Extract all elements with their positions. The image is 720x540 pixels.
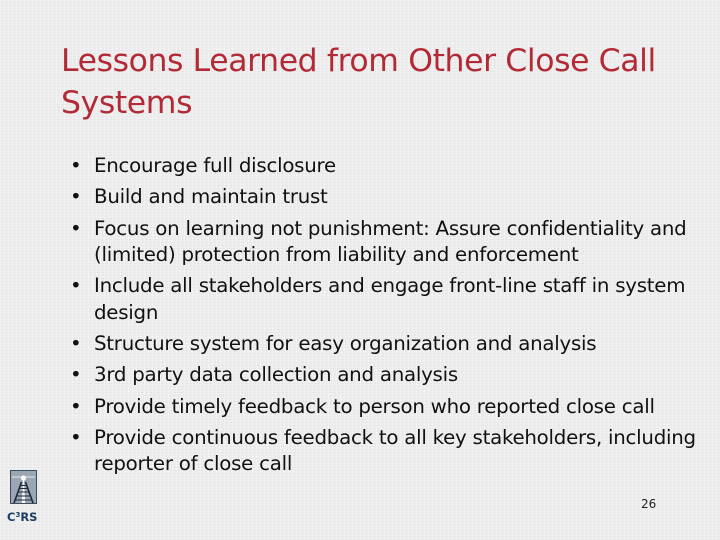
bullet-marker: • xyxy=(70,274,82,298)
bullet-item xyxy=(70,425,710,478)
bullet-text: Provide timely feedback to person who reported close call xyxy=(94,394,655,418)
bullet-item xyxy=(70,362,710,388)
bullet-marker: • xyxy=(70,332,82,355)
bullet-item xyxy=(70,273,710,326)
bullet-text: Provide continuous feedback to all key stakeholders, including reporter of close call xyxy=(94,425,696,476)
bullet-marker: • xyxy=(70,216,82,240)
page-number: 26 xyxy=(641,497,657,511)
logo-text: $C^3RS$ xyxy=(7,510,38,524)
bullet-text: 3rd party data collection and analysis xyxy=(94,363,458,387)
bullet-marker: • xyxy=(70,394,82,418)
bullet-item xyxy=(70,216,710,269)
bullet-item xyxy=(70,394,710,420)
bullet-text: Encourage full disclosure xyxy=(94,154,336,177)
railroad-track-icon xyxy=(10,470,37,504)
bullet-item xyxy=(70,331,710,357)
bullet-marker: • xyxy=(70,154,82,177)
bullet-text: Build and maintain trust xyxy=(94,185,328,209)
bullet-item xyxy=(70,184,710,210)
bullet-text: Focus on learning not punishment: Assure confidentiality and (limited) protection from liability and enforcement xyxy=(94,216,687,266)
bullet-item xyxy=(70,153,710,179)
slide-title: Lessons Learned from Other Close Call Systems xyxy=(61,43,656,121)
bullet-text: Include all stakeholders and engage front-line staff in system design xyxy=(94,274,686,324)
bullet-marker: • xyxy=(70,185,82,209)
bullet-list xyxy=(70,153,710,483)
c3rs-logo xyxy=(7,470,39,530)
bullet-text: Structure system for easy organization and analysis xyxy=(94,332,597,355)
bullet-marker: • xyxy=(70,363,82,387)
bullet-marker: • xyxy=(70,425,82,449)
